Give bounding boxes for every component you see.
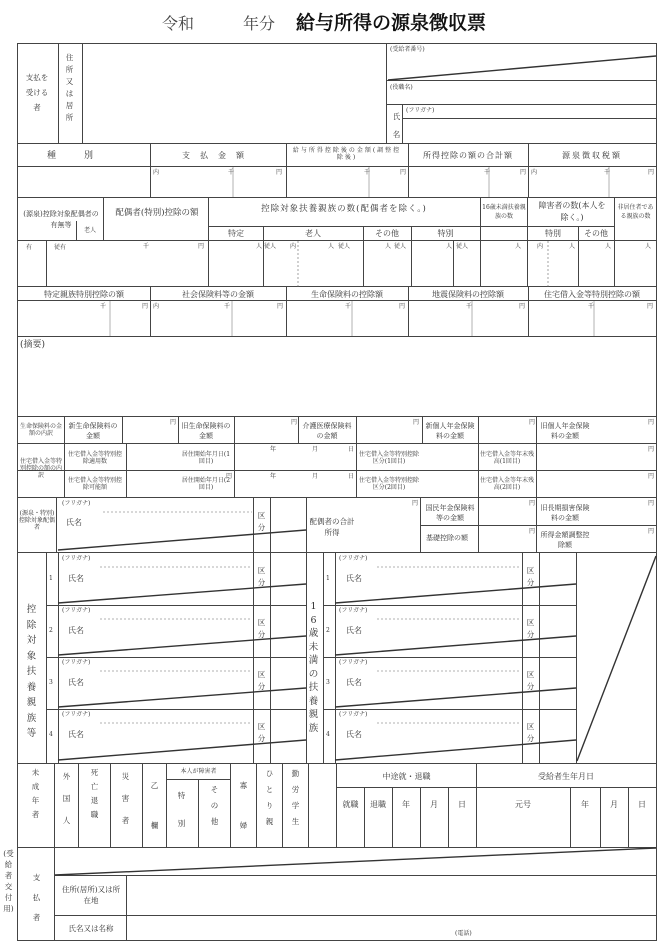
day-mark: 日 <box>348 473 355 480</box>
secondary-yes-mark: 従有 <box>54 244 67 251</box>
dependent-name-label: 氏名 <box>68 626 84 635</box>
dependent-number: 2 <box>49 627 53 634</box>
thousand-mark: 千 <box>484 169 491 176</box>
year-mark: 年 <box>270 473 277 480</box>
yen-mark: 円 <box>226 473 233 480</box>
specific-header: 特定 <box>228 229 244 238</box>
basic-deduction-label: 基礎控除の額 <box>426 534 468 542</box>
person-mark: 人 <box>385 243 392 250</box>
foreigner-label: 外国人 <box>62 772 71 825</box>
housing-balance-1-label: 住宅借入金等年末残高(1回目) <box>480 451 535 465</box>
housing-loan-header: 住宅借入金等特別控除の額 <box>544 290 640 299</box>
midyear-day-label: 日 <box>458 800 466 809</box>
secondary-person-mark: 従人 <box>264 243 277 250</box>
spouse-section-label: (源泉・特別)控除対象配偶者 <box>19 510 56 531</box>
elder-header: 老人 <box>83 227 96 234</box>
start-date-2-label: 居住開始年月日(2回目) <box>181 477 231 491</box>
after-deduction-header: 給与所得控除後の金額(調整控除後) <box>292 147 402 161</box>
birthdate-header: 受給者生年月日 <box>538 772 594 781</box>
person-mark: 人 <box>645 243 652 250</box>
yen-mark: 円 <box>648 473 655 480</box>
dependent-number: 4 <box>49 731 53 738</box>
yen-mark: 円 <box>648 500 655 507</box>
yen-mark: 円 <box>648 169 655 176</box>
housing-breakdown-label: 住宅借入金等特別控除の額の内訳 <box>19 458 62 479</box>
dependent-number: 1 <box>49 575 53 582</box>
social-insurance-header: 社会保険料等の金額 <box>182 290 254 299</box>
thousand-mark: 千 <box>143 243 150 250</box>
under16-furigana-label: (フリガナ) <box>339 607 368 614</box>
midyear-month-label: 月 <box>430 800 438 809</box>
under16-number: 3 <box>326 679 330 686</box>
year-unit-label: 年分 <box>243 14 276 33</box>
housing-balance-2-label: 住宅借入金等年末残高(2回目) <box>480 477 535 491</box>
under16-category-label: 区分 <box>526 670 535 691</box>
birth-day-label: 日 <box>638 800 646 809</box>
housing-applicable-count-label: 住宅借入金等特別控除適用数 <box>67 451 122 465</box>
era-name-label: 元号 <box>515 800 531 809</box>
dependent-count-header: 控除対象扶養親族の数(配偶者を除く。) <box>261 204 427 214</box>
yen-mark: 円 <box>648 446 655 453</box>
person-mark: 人 <box>569 243 576 250</box>
dependent-category-label: 区分 <box>257 670 266 691</box>
secondary-person-mark: 従人 <box>394 243 407 250</box>
new-pension-label: 新個人年金保険料の金額 <box>425 422 475 440</box>
midyear-year-label: 年 <box>402 800 410 809</box>
person-mark: 人 <box>605 243 612 250</box>
thousand-mark: 千 <box>228 169 235 176</box>
housing-category-1-label: 住宅借入金等特別控除区分(1回目) <box>358 451 419 465</box>
inner-mark: 内 <box>531 169 538 176</box>
yen-mark: 円 <box>647 303 654 310</box>
ko-column-label: 乙欄 <box>150 781 159 830</box>
life-insurance-header: 生命保険料の控除額 <box>311 290 383 299</box>
old-long-term-label: 旧長期損害保険料の金額 <box>540 504 590 522</box>
elder2-header: 老人 <box>305 229 321 238</box>
dependent-furigana-label: (フリガナ) <box>62 555 91 562</box>
yen-mark: 円 <box>400 169 407 176</box>
yen-mark: 円 <box>648 419 655 426</box>
secondary-person-mark: 従人 <box>456 243 469 250</box>
person-mark: 人 <box>256 243 263 250</box>
dependent-name-label: 氏名 <box>68 730 84 739</box>
spouse-deduction-header: 配偶者(特別)控除の額 <box>115 208 199 218</box>
yes-mark: 有 <box>26 244 33 251</box>
secondary-person-mark: 従人 <box>338 243 351 250</box>
era-label: 令和 <box>162 14 195 33</box>
yen-mark: 円 <box>142 303 149 310</box>
under16-number: 2 <box>326 627 330 634</box>
earthquake-insurance-header: 地震保険料の控除額 <box>432 290 504 299</box>
under16-category-label: 区分 <box>526 566 535 587</box>
disabled-special-header: 特別 <box>545 229 561 238</box>
care-insurance-label: 介護医療保険料の金額 <box>302 422 352 440</box>
start-date-1-label: 居住開始年月日(1回目) <box>181 451 231 465</box>
month-mark: 月 <box>312 446 319 453</box>
thousand-mark: 千 <box>364 169 371 176</box>
yen-mark: 円 <box>648 528 655 535</box>
midyear-header: 中途就・退職 <box>382 772 431 781</box>
other-header: その他 <box>375 229 399 238</box>
address-label: 住所又は居所 <box>65 53 74 122</box>
day-mark: 日 <box>348 446 355 453</box>
national-pension-label: 国民年金保険料等の金額 <box>425 504 475 522</box>
retirement-label: 退職 <box>370 800 386 809</box>
under16-category-label: 区分 <box>526 722 535 743</box>
yen-mark: 円 <box>170 419 177 426</box>
deductible-dependents-label: 控除対象扶養親族等 <box>26 604 37 739</box>
thousand-mark: 千 <box>100 303 107 310</box>
payer-label: 支払者 <box>32 873 41 922</box>
employment-label: 就職 <box>342 800 359 809</box>
life-breakdown-label: 生命保険料の金額の内訳 <box>19 423 62 437</box>
recipient-copy-label: (受給者交付用) <box>3 849 14 913</box>
payee-label: 支払を受ける者 <box>25 73 49 112</box>
yen-mark: 円 <box>276 169 283 176</box>
under16-header: 16歳未満扶養親族の数 <box>482 204 526 220</box>
birth-month-label: 月 <box>610 800 618 809</box>
thousand-mark: 千 <box>345 303 352 310</box>
position-label: (役職名) <box>390 84 413 91</box>
disabled-other-label: その他 <box>210 785 219 826</box>
person-mark: 人 <box>446 243 453 250</box>
income-adjust-label: 所得金額調整控除額 <box>540 531 590 549</box>
thousand-mark: 千 <box>224 303 231 310</box>
death-retirement-label: 死亡退職 <box>90 768 99 819</box>
spouse-name-label: 氏名 <box>66 518 82 527</box>
dependent-category-label: 区分 <box>257 618 266 639</box>
name-label: 氏名 <box>392 112 401 139</box>
under16-furigana-label: (フリガナ) <box>339 555 368 562</box>
spouse-furigana-label: (フリガナ) <box>62 500 91 507</box>
recipient-number-label: (受給者番号) <box>390 46 425 53</box>
under16-dependents-label: 16歳未満の扶養親族 <box>308 601 319 734</box>
dependent-furigana-label: (フリガナ) <box>62 711 91 718</box>
yen-mark: 円 <box>399 303 406 310</box>
yen-mark: 円 <box>519 303 526 310</box>
under16-name-label: 氏名 <box>346 730 362 739</box>
payment-header: 支払金額 <box>182 151 254 160</box>
inner-mark: 内 <box>290 243 297 250</box>
working-student-label: 勤労学生 <box>291 769 300 826</box>
thousand-mark: 千 <box>604 169 611 176</box>
housing-category-2-label: 住宅借入金等特別控除区分(2回目) <box>358 477 419 491</box>
dependent-name-label: 氏名 <box>68 678 84 687</box>
under16-number: 4 <box>326 731 330 738</box>
dependent-category-label: 区分 <box>257 722 266 743</box>
disabled-count-header: 障害者の数(本人を除く。) <box>538 201 606 222</box>
summary-label: (摘要) <box>20 340 46 350</box>
yen-mark: 円 <box>529 500 536 507</box>
yen-mark: 円 <box>277 303 284 310</box>
phone-label: (電話) <box>455 930 472 937</box>
thousand-mark: 千 <box>466 303 473 310</box>
form-title: 給与所得の源泉徴収票 <box>296 12 487 34</box>
under16-name-label: 氏名 <box>346 626 362 635</box>
dependent-category-label: 区分 <box>257 566 266 587</box>
spouse-income-label: 配偶者の合計所得 <box>309 517 355 537</box>
dependent-furigana-label: (フリガナ) <box>62 659 91 666</box>
under16-name-label: 氏名 <box>346 574 362 583</box>
single-parent-label: ひとり親 <box>265 769 274 826</box>
dependent-furigana-label: (フリガナ) <box>62 607 91 614</box>
under16-number: 1 <box>326 575 330 582</box>
yen-mark: 円 <box>412 500 419 507</box>
birth-year-label: 年 <box>581 800 589 809</box>
widow-label: 寡婦 <box>239 781 248 830</box>
old-pension-label: 旧個人年金保険料の金額 <box>540 422 590 440</box>
yen-mark: 円 <box>529 419 536 426</box>
yen-mark: 円 <box>291 419 298 426</box>
furigana-label: (フリガナ) <box>406 107 435 114</box>
dependent-number: 3 <box>49 679 53 686</box>
year-mark: 年 <box>270 446 277 453</box>
deduction-total-header: 所得控除の額の合計額 <box>423 151 513 160</box>
inner-mark: 内 <box>537 243 544 250</box>
thousand-mark: 千 <box>588 303 595 310</box>
old-life-label: 旧生命保険料の金額 <box>181 422 231 440</box>
spouse-category-label: 区分 <box>257 511 266 532</box>
disabled-other-header: その他 <box>584 229 608 238</box>
under16-category-label: 区分 <box>526 618 535 639</box>
new-life-label: 新生命保険料の金額 <box>68 422 118 440</box>
self-disabled-header: 本人が障害者 <box>180 768 217 775</box>
inner-mark: 内 <box>153 169 160 176</box>
disabled-special-label: 特別 <box>177 791 186 828</box>
minor-label: 未成年者 <box>31 768 40 819</box>
under16-furigana-label: (フリガナ) <box>339 711 368 718</box>
yen-mark: 円 <box>198 243 205 250</box>
spouse-exists-header: (源泉)控除対象配偶者の有無等 <box>23 210 99 229</box>
housing-possible-amount-label: 住宅借入金等特別控除可能額 <box>67 477 122 491</box>
dependent-name-label: 氏名 <box>68 574 84 583</box>
disaster-label: 災害者 <box>121 772 130 825</box>
kind-header: 種別 <box>46 151 121 161</box>
inner-mark: 内 <box>153 303 160 310</box>
payer-name-label: 氏名又は名称 <box>68 924 114 933</box>
under16-name-label: 氏名 <box>346 678 362 687</box>
specific-relative-header: 特定親族特別控除の額 <box>44 290 124 299</box>
month-mark: 月 <box>312 473 319 480</box>
withholding-header: 源泉徴収税額 <box>562 151 622 160</box>
person-mark: 人 <box>515 243 522 250</box>
yen-mark: 円 <box>529 528 536 535</box>
yen-mark: 円 <box>413 419 420 426</box>
under16-furigana-label: (フリガナ) <box>339 659 368 666</box>
person-mark: 人 <box>328 243 335 250</box>
payer-address-label: 住所(居所)又は所在地 <box>61 885 121 905</box>
special-header: 特別 <box>437 229 454 238</box>
yen-mark: 円 <box>520 169 527 176</box>
nonresident-header: 非居住者である親族の数 <box>617 204 654 220</box>
